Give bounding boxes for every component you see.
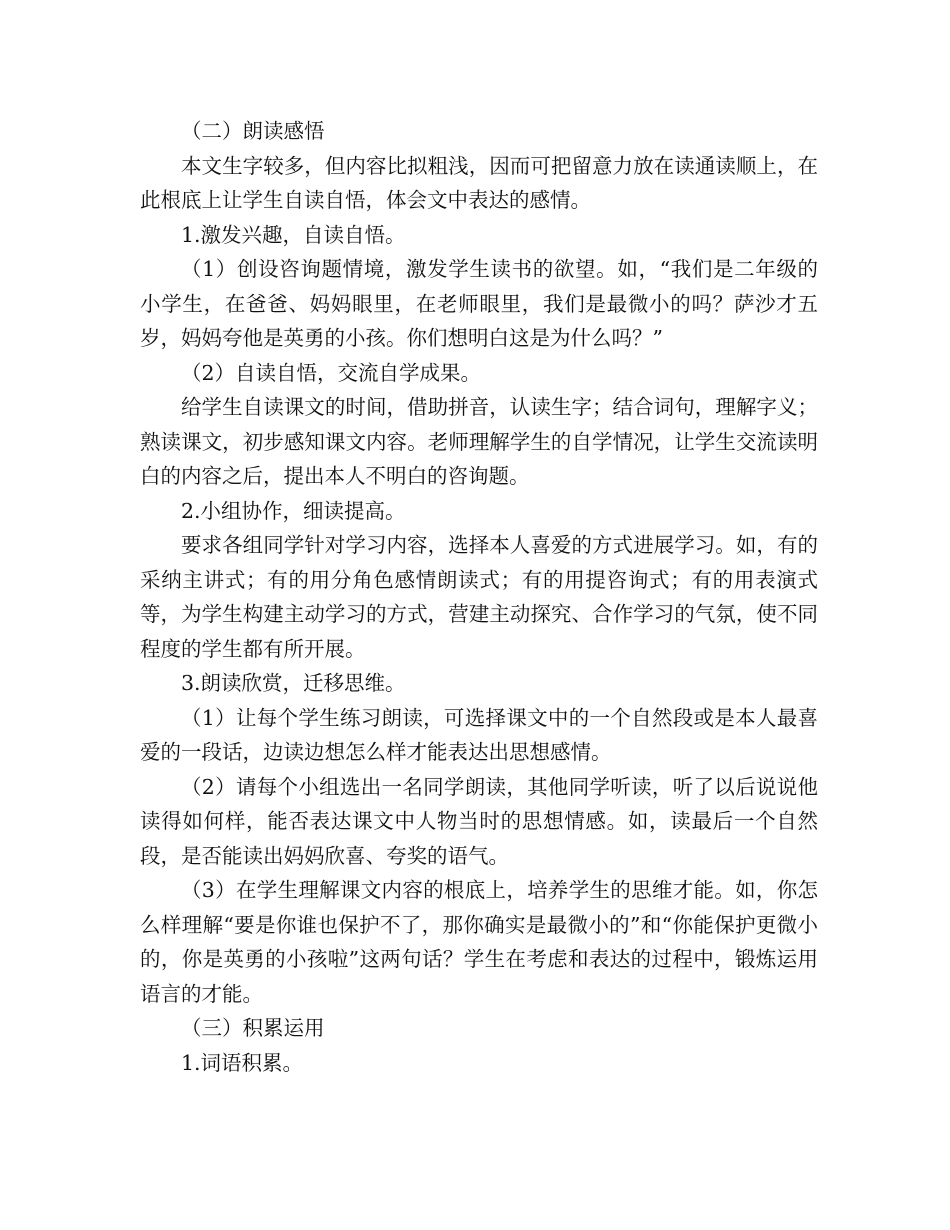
paragraph: （1）让每个学生练习朗读，可选择课文中的一个自然段或是本人最喜爱的一段话，边读边想怎么样才能表达出思想感情。 — [140, 705, 818, 764]
step-heading: 3.朗读欣赏，迁移思维。 — [181, 671, 406, 695]
section-heading-accumulation: （三）积累运用 — [181, 1016, 325, 1040]
paragraph: （3）在学生理解课文内容的根底上，培养学生的思维才能。如，你怎么样理解“要是你谁也保护不了，那你确实是最微小的”和“你能保护更微小的，你是英勇的小孩啦”这两句话？学生在考虑和表达的过程中，锻炼运用语言的才能。 — [140, 878, 818, 1006]
paragraph: 要求各组同学针对学习内容，选择本人喜爱的方式进展学习。如，有的采纳主讲式；有的用分角色感情朗读式；有的用提咨询式；有的用表演式等，为学生构建主动学习的方式，营建主动探究、合作学习的气氛，使不同程度的学生都有所开展。 — [140, 533, 818, 661]
step-heading: 1.激发兴趣，自读自悟。 — [181, 222, 406, 247]
step-heading: 1.词语积累。 — [181, 1050, 304, 1075]
paragraph: （2）自读自悟，交流自学成果。 — [181, 360, 482, 385]
section-heading-reading: （二）朗读感悟 — [181, 119, 325, 143]
paragraph: （2）请每个小组选出一名同学朗读，其他同学听读，听了以后说说他读得如何样，能否表达课文中人物当时的思想情感。如，读最后一个自然段，是否能读出妈妈欣喜、夸奖的语气。 — [140, 774, 818, 868]
paragraph: （1）创设咨询题情境，激发学生读书的欲望。如，“我们是二年级的小学生，在爸爸、妈妈眼里，在老师眼里，我们是最微小的吗？萨沙才五岁，妈妈夸他是英勇的小孩。你们想明白这是为什么吗？” — [140, 257, 818, 350]
paragraph: 本文生字较多，但内容比拟粗浅，因而可把留意力放在读通读顺上，在此根底上让学生自读自悟，体会文中表达的感情。 — [140, 153, 818, 212]
step-heading: 2.小组协作，细读提高。 — [181, 498, 406, 523]
document-body — [140, 114, 818, 1080]
paragraph: 给学生自读课文的时间，借助拼音，认读生字；结合词句，理解字义；熟读课文，初步感知课文内容。老师理解学生的自学情况，让学生交流读明白的内容之后，提出本人不明白的咨询题。 — [140, 395, 818, 488]
